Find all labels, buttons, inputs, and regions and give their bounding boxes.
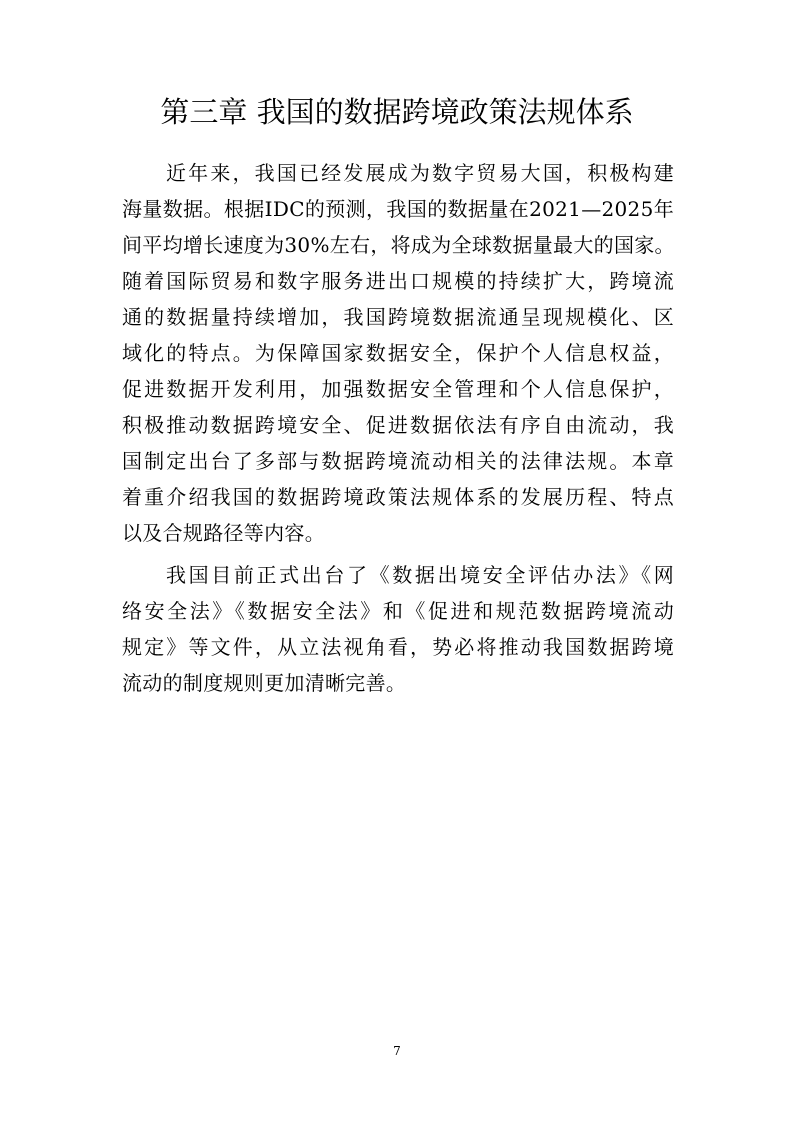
paragraph-line: 促进数据开发利用，加强数据安全管理和个人信息保护， <box>122 377 674 401</box>
paragraph-line: 近年来，我国已经发展成为数字贸易大国，积极构建 <box>166 161 674 185</box>
paragraph-line: 海量数据。根据IDC的预测，我国的数据量在2021—2025年 <box>122 197 674 221</box>
chapter-title: 第三章 我国的数据跨境政策法规体系 <box>160 95 634 129</box>
paragraph-line: 随着国际贸易和数字服务进出口规模的持续扩大，跨境流 <box>122 269 674 293</box>
paragraph-line: 着重介绍我国的数据跨境政策法规体系的发展历程、特点 <box>122 485 674 509</box>
paragraph-line: 域化的特点。为保障国家数据安全，保护个人信息权益， <box>122 341 674 365</box>
paragraph-intro <box>122 155 674 551</box>
paragraph-line: 国制定出台了多部与数据跨境流动相关的法律法规。本章 <box>122 449 674 473</box>
paragraph-line: 络安全法》《数据安全法》和《促进和规范数据跨境流动 <box>122 599 674 623</box>
chapter-body <box>122 155 674 701</box>
paragraph-line: 积极推动数据跨境安全、促进数据依法有序自由流动，我 <box>122 413 674 437</box>
paragraph-line: 流动的制度规则更加清晰完善。 <box>122 671 407 695</box>
paragraph-line: 以及合规路径等内容。 <box>122 521 325 545</box>
paragraph-regulations <box>122 557 674 701</box>
paragraph-line: 我国目前正式出台了《数据出境安全评估办法》《网 <box>166 563 674 587</box>
paragraph-line: 间平均增长速度为30%左右，将成为全球数据量最大的国家。 <box>122 233 675 257</box>
page-number: 7 <box>393 1044 401 1058</box>
paragraph-line: 规定》等文件，从立法视角看，势必将推动我国数据跨境 <box>122 635 674 659</box>
paragraph-line: 通的数据量持续增加，我国跨境数据流通呈现规模化、区 <box>122 305 674 329</box>
